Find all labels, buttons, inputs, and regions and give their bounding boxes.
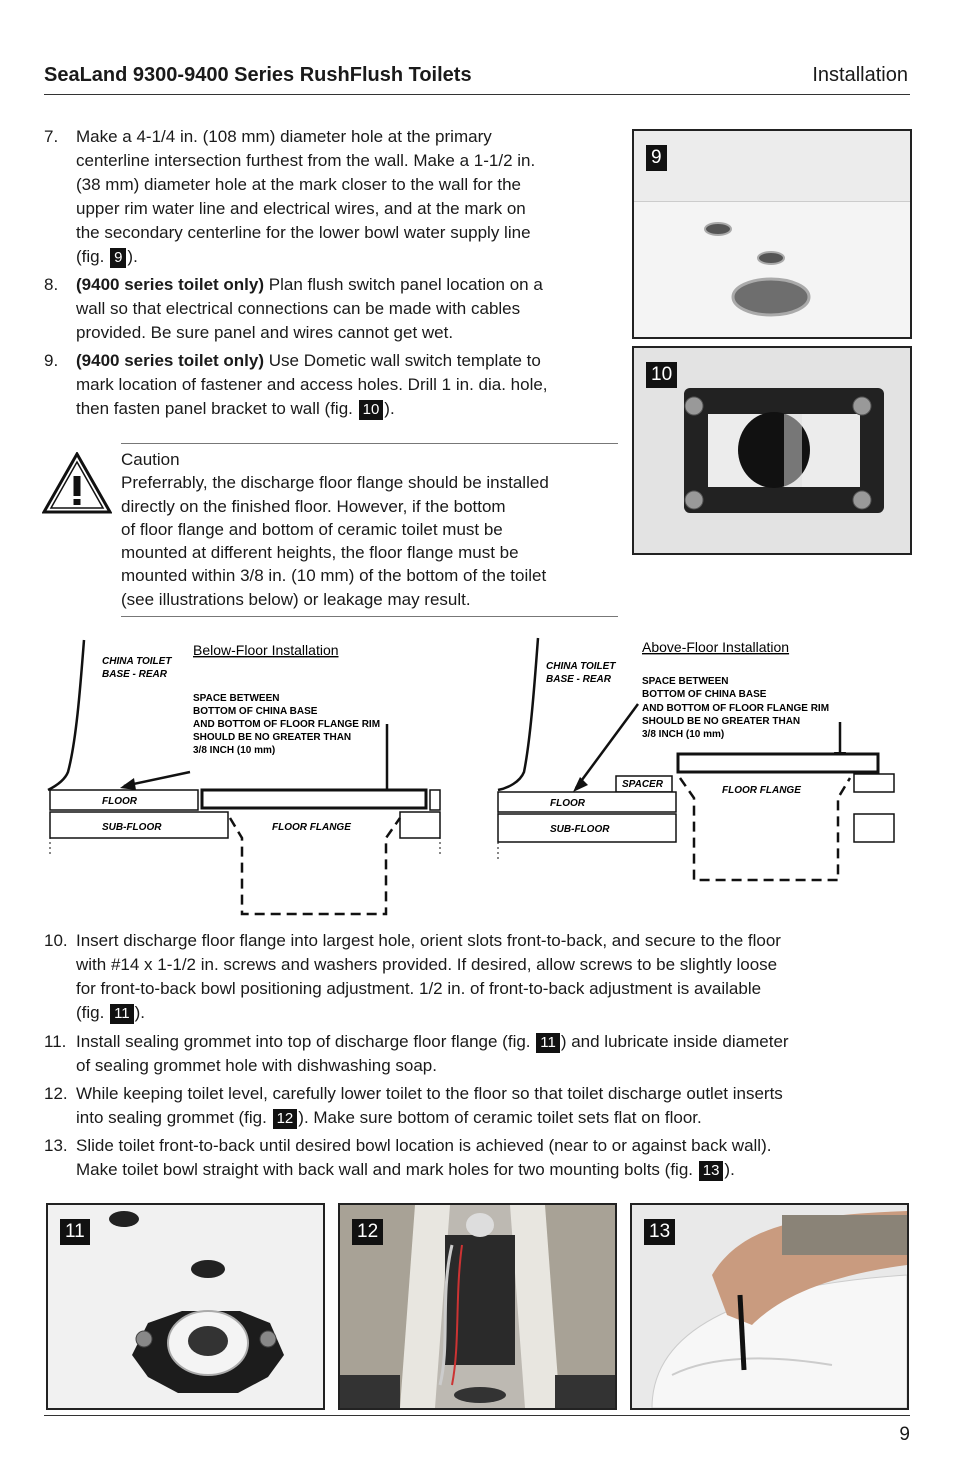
step-line	[76, 1106, 783, 1130]
flange-label: FLOOR FLANGE	[722, 785, 801, 796]
spacer-label: SPACER	[622, 779, 663, 790]
floor-label: FLOOR	[550, 798, 585, 809]
step-text: into sealing grommet (fig.	[76, 1108, 272, 1127]
step-line	[76, 245, 535, 269]
note-line: SHOULD BE NO GREATER THAN	[642, 716, 801, 727]
step-number: 12.	[44, 1084, 68, 1103]
figure-label: 9	[646, 145, 667, 171]
note-line: SPACE BETWEEN	[193, 693, 280, 704]
above-floor-diagram	[490, 632, 900, 892]
step-number: 11.	[44, 1032, 67, 1051]
note-line: AND BOTTOM OF FLOOR FLANGE RIM	[193, 719, 381, 730]
below-floor-diagram	[40, 632, 450, 922]
china-label: BASE - REAR	[102, 669, 168, 680]
figure-ref-badge: 9	[110, 248, 126, 268]
subfloor-label: SUB-FLOOR	[102, 822, 162, 833]
figure-11-photo	[46, 1203, 325, 1410]
ref-text: ).	[384, 399, 395, 418]
note-line: BOTTOM OF CHINA BASE	[193, 706, 318, 717]
figure-12-photo	[338, 1203, 617, 1410]
ref-text: (fig.	[76, 1003, 110, 1022]
figure-label: 12	[352, 1219, 383, 1245]
step-line: the secondary centerline for the lower bowl water supply line	[76, 223, 531, 242]
step-number: 10.	[44, 931, 68, 950]
section-title: Installation	[812, 64, 908, 86]
step-line: provided. Be sure panel and wires cannot get wet.	[76, 323, 454, 342]
china-label: BASE - REAR	[546, 674, 612, 685]
step-text: Plan flush switch panel location on a	[264, 275, 543, 294]
step-line: centerline intersection furthest from the wall. Make a 1-1/2 in.	[76, 151, 536, 170]
subfloor-label: SUB-FLOOR	[550, 824, 610, 835]
step-line: wall so that electrical connections can be made with cables	[76, 299, 521, 318]
step-line	[76, 349, 548, 373]
floor-label: FLOOR	[102, 796, 137, 807]
step-text: Install sealing grommet into top of discharge floor flange (fig.	[76, 1032, 536, 1051]
ref-text: ).	[127, 247, 138, 266]
step-number: 9.	[44, 351, 59, 370]
step-emphasis: (9400 series toilet only)	[76, 275, 265, 294]
flange-label: FLOOR FLANGE	[272, 822, 351, 833]
figure-label: 10	[646, 362, 677, 388]
figure-13-photo	[630, 1203, 909, 1410]
figure-label: 11	[60, 1219, 90, 1245]
step-text: ).	[724, 1160, 735, 1179]
caution-line: of floor flange and bottom of ceramic toilet must be	[121, 519, 503, 539]
step-line: (38 mm) diameter hole at the mark closer to the wall for the	[76, 175, 522, 194]
step-line: with #14 x 1-1/2 in. screws and washers provided. If desired, allow screws to be slightly loose	[76, 955, 778, 974]
step-line: for front-to-back bowl positioning adjustment. 1/2 in. of front-to-back adjustment is available	[76, 979, 762, 998]
step-line: While keeping toilet level, carefully lower toilet to the floor so that toilet discharge outlet inserts	[76, 1084, 783, 1103]
step-line: upper rim water line and electrical wires, and at the mark on	[76, 199, 526, 218]
step-number: 7.	[44, 127, 59, 146]
caution-title: Caution	[121, 450, 180, 469]
caution-line: mounted within 3/8 in. (10 mm) of the bottom of the toilet	[121, 566, 547, 586]
china-label: CHINA TOILET	[102, 656, 172, 667]
note-line: SPACE BETWEEN	[642, 676, 729, 687]
step-line: mark location of fastener and access holes. Drill 1 in. dia. hole,	[76, 375, 548, 394]
caution-line: mounted at different heights, the floor flange must be	[121, 543, 519, 563]
floor-holes-image	[634, 131, 910, 337]
note-line: 3/8 INCH (10 mm)	[193, 745, 276, 756]
note-line: BOTTOM OF CHINA BASE	[642, 689, 767, 700]
step-text: ) and lubricate inside diameter	[560, 1032, 789, 1051]
figure-ref-badge: 11	[536, 1033, 560, 1053]
step-line: of sealing grommet hole with dishwashing soap.	[76, 1056, 437, 1075]
figure-ref-badge: 12	[273, 1109, 298, 1129]
ref-text: then fasten panel bracket to wall (fig.	[76, 399, 358, 418]
figure-ref-badge: 11	[110, 1004, 134, 1024]
diagram-title: Below-Floor Installation	[193, 642, 339, 658]
header-rule	[44, 94, 910, 95]
step-line	[76, 1158, 771, 1182]
ref-text: ).	[134, 1003, 146, 1022]
step-number: 13.	[44, 1136, 68, 1155]
step-text: ). Make sure bottom of ceramic toilet sets flat on floor.	[298, 1108, 702, 1127]
china-label: CHINA TOILET	[546, 661, 616, 672]
figure-ref-badge: 10	[359, 400, 384, 420]
step-text: Use Dometic wall switch template to	[264, 351, 541, 370]
caution-line: (see illustrations below) or leakage may result.	[121, 589, 471, 609]
step-number: 8.	[44, 275, 59, 294]
document-title: SeaLand 9300-9400 Series RushFlush Toilets	[44, 64, 472, 86]
figure-label: 13	[644, 1219, 675, 1245]
step-line: Insert discharge floor flange into largest hole, orient slots front-to-back, and secure to the floor	[76, 931, 781, 950]
page-number: 9	[899, 1424, 910, 1445]
note-line: SHOULD BE NO GREATER THAN	[193, 732, 352, 743]
step-emphasis: (9400 series toilet only)	[76, 351, 265, 370]
note-line: AND BOTTOM OF FLOOR FLANGE RIM	[642, 703, 830, 714]
ref-text: (fig.	[76, 247, 110, 266]
caution-block	[121, 448, 617, 611]
step-line	[76, 1001, 781, 1025]
diagram-title: Above-Floor Installation	[642, 639, 790, 655]
step-line	[76, 397, 548, 421]
note-line: 3/8 INCH (10 mm)	[642, 729, 725, 740]
figure-10-photo	[632, 346, 912, 555]
caution-line: Preferrably, the discharge floor flange should be installed	[121, 473, 549, 493]
step-line: Slide toilet front-to-back until desired bowl location is achieved (near to or against back wall).	[76, 1136, 772, 1155]
step-line: Make a 4-1/4 in. (108 mm) diameter hole at the primary	[76, 127, 492, 146]
step-line	[76, 273, 543, 297]
figure-ref-badge: 13	[699, 1161, 724, 1181]
step-text: Make toilet bowl straight with back wall and mark holes for two mounting bolts (fig.	[76, 1160, 698, 1179]
caution-rule-bottom	[121, 616, 618, 617]
step-line	[76, 1030, 789, 1054]
figure-9-photo	[632, 129, 912, 339]
warning-triangle-icon	[42, 452, 112, 514]
caution-line: directly on the finished floor. However, if the bottom	[121, 496, 506, 516]
footer-rule	[44, 1415, 910, 1416]
caution-rule-top	[121, 443, 618, 444]
